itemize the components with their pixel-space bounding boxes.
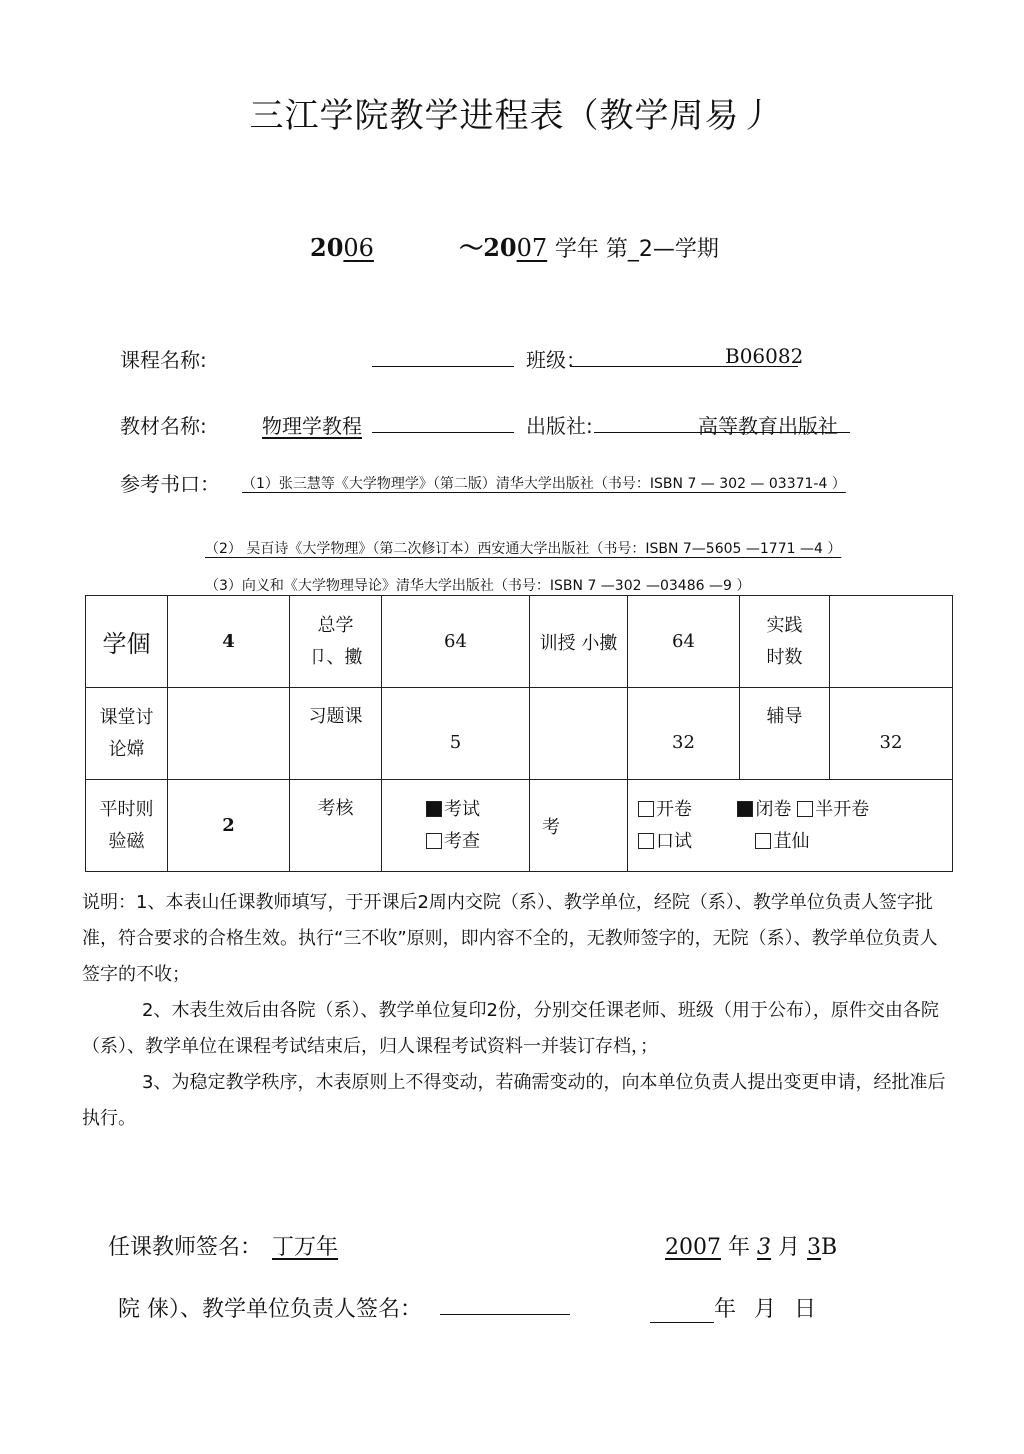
other-label: 苴仙 (773, 830, 810, 852)
oral-checkbox[interactable] (638, 833, 654, 849)
class-label: 班级： (526, 348, 586, 372)
teacher-signature: 丁万年 (272, 1235, 339, 1260)
reference-item-1: （1）张三慧等《大学物理学》（第二版）清华大学出版社（书号：ISBN 7 — 302 — 03371-4 ） (242, 476, 846, 492)
half-open-checkbox[interactable] (797, 801, 813, 817)
dept-sign-date: 年 月 日 (650, 1292, 816, 1323)
closed-book-label: 闭卷 (755, 798, 792, 820)
reference-item-3: （3）向义和《大学物理导论》清华大学出版社（书号：ISBN 7 —302 —03486 —9 ） (205, 578, 751, 594)
discussion-label: 课堂讨 论嫦 (86, 688, 168, 780)
exam-option-label: 考试 (444, 798, 480, 820)
course-hours-table (85, 595, 953, 872)
credits-value: 4 (168, 596, 290, 688)
table-row (86, 780, 953, 872)
textbook-label: 教材名称: (120, 414, 207, 438)
reference-item-2: （2） 吴百诗《大学物理》（第二次修订本）西安通大学出版社（书号：ISBN 7—5605 —1771 —4 ） (205, 541, 842, 557)
dept-sign-year-field[interactable] (650, 1300, 714, 1323)
check-option-label: 考查 (444, 830, 480, 852)
discussion-value (168, 688, 290, 780)
practice-hours-label: 实践 时数 (740, 596, 830, 688)
empty-cell (530, 688, 628, 780)
year-value-1: 06 (343, 234, 374, 262)
credits-label: 学個 (86, 596, 168, 688)
oral-label: 口试 (656, 830, 692, 852)
practice-hours-value (830, 596, 953, 688)
note-1: 说明：1、本表山任课教师填写，于开课后2周内交院（系）、教学单位，经院（系）、教学单位负责人签字批准，符合要求的合格生效。执行“三不收”原则，即内容不全的，无教师签字的，无院（系）、教学单位负责人签字的不收； (82, 892, 938, 985)
lecture-hours-value: 64 (628, 596, 740, 688)
closed-book-checkbox[interactable] (737, 801, 753, 817)
sign-date: 2007 年 3 月 3B (665, 1235, 838, 1260)
sign-month: 3 (757, 1235, 772, 1260)
exam-checkbox[interactable] (426, 801, 442, 817)
assessment-options (382, 780, 530, 872)
open-book-label: 开卷 (656, 798, 692, 820)
lecture-hours-2-value: 32 (628, 688, 740, 780)
half-open-label: 半开卷 (815, 798, 870, 820)
lecture-hours-label: 训授 小擻 (530, 596, 628, 688)
note-3: 3、为稳定教学秩序，木表原则上不得变动，若确需变动的，向本单位负责人提出变更申请，经批准后执行。 (82, 1072, 946, 1129)
publisher-label: 出版社: (526, 414, 593, 438)
dept-signature-label: 院 俫）、教学单位负责人签名： (118, 1297, 422, 1322)
exam-type-options (628, 780, 953, 872)
other-checkbox[interactable] (755, 833, 771, 849)
year-prefix-1: 20 (310, 233, 344, 262)
year-prefix-2: ～20 (459, 233, 517, 262)
sign-day: 3 (807, 1235, 822, 1260)
course-name-label: 课程名称: (120, 348, 207, 372)
textbook-name: 物理学教程 (262, 414, 362, 438)
check-checkbox[interactable] (426, 833, 442, 849)
page-title: 三江学院教学进程表（教学周易丿 (249, 96, 775, 136)
total-hours-label: 总学 卩、擻 (290, 596, 382, 688)
exercise-label: 习题课 (290, 688, 382, 780)
sign-year: 2007 (665, 1235, 721, 1260)
publisher-value: 高等教育出版社 (698, 414, 838, 438)
exercise-value: 5 (382, 688, 530, 780)
instructions (82, 885, 954, 1137)
textbook-field (372, 410, 514, 433)
total-hours-value: 64 (382, 596, 530, 688)
class-value: B06082 (725, 344, 804, 368)
course-name-field (372, 344, 514, 367)
references-label: 参考书口： (120, 472, 220, 496)
tutoring-label: 辅导 (740, 688, 830, 780)
grading-label: 平时则 验磁 (86, 780, 168, 872)
table-row (86, 688, 953, 780)
table-row (86, 596, 953, 688)
dept-signature-field[interactable] (440, 1292, 570, 1315)
assessment-label: 考核 (290, 780, 382, 872)
year-value-2: 07 (516, 234, 548, 262)
grading-value: 2 (168, 780, 290, 872)
tutoring-value: 32 (830, 688, 953, 780)
academic-year-line (310, 228, 719, 263)
teacher-signature-label: 任课教师签名： (108, 1235, 263, 1260)
open-book-checkbox[interactable] (638, 801, 654, 817)
semester-text: 学年 第_2—学期 (554, 237, 719, 262)
exam-type-label: 考 (530, 780, 628, 872)
note-2: 2、木表生效后由各院（系）、教学单位复印2份，分别交任课老师、班级（用于公布），原件交由各院（系）、教学单位在课程考试结束后，归人课程考试资料一并装订存档，； (82, 1000, 939, 1057)
